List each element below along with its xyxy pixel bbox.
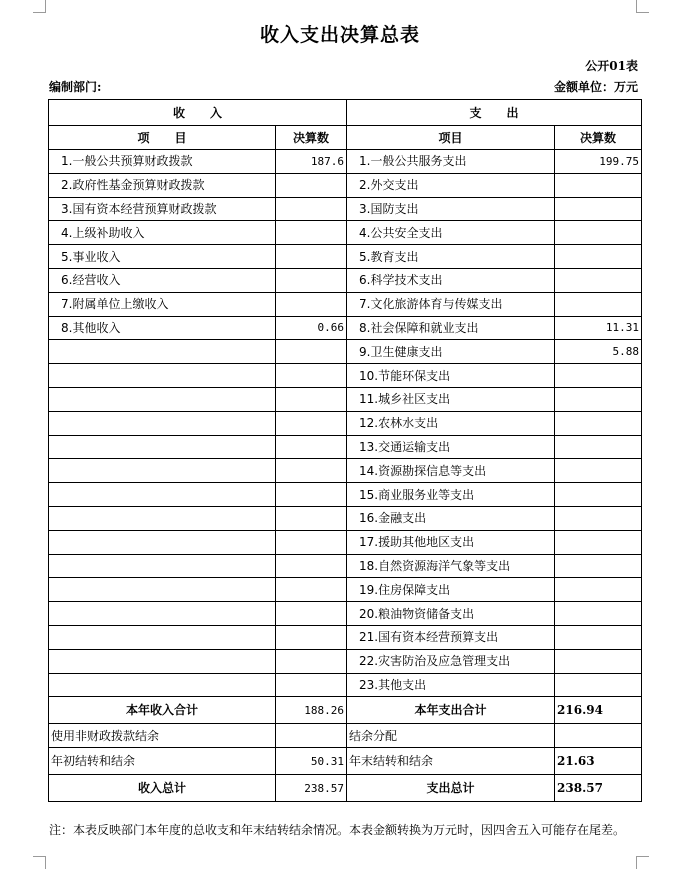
income-item-value (276, 459, 347, 483)
expense-item-label: 4.公共安全支出 (347, 221, 555, 245)
crop-mark-bottom-left (33, 856, 46, 869)
expense-item-value (555, 649, 642, 673)
income-item-label (49, 625, 276, 649)
year-income-label: 本年收入合计 (49, 697, 276, 724)
expense-item-label: 17.援助其他地区支出 (347, 530, 555, 554)
table-row (49, 197, 642, 221)
expense-amount-header: 决算数 (555, 126, 642, 150)
expense-item-label: 19.住房保障支出 (347, 578, 555, 602)
table-row (49, 506, 642, 530)
expense-item-value (555, 483, 642, 507)
expense-item-value: 5.88 (555, 340, 642, 364)
income-item-value (276, 268, 347, 292)
expense-item-value: 199.75 (555, 150, 642, 174)
year-income-value: 188.26 (276, 697, 347, 724)
income-item-label (49, 530, 276, 554)
income-item-label: 3.国有资本经营预算财政拨款 (49, 197, 276, 221)
income-item-value (276, 578, 347, 602)
income-item-label: 2.政府性基金预算财政拨款 (49, 173, 276, 197)
income-item-label (49, 387, 276, 411)
expense-item-value (555, 578, 642, 602)
expense-item-value (555, 506, 642, 530)
expense-item-value (555, 673, 642, 697)
expense-item-value (555, 221, 642, 245)
income-item-value (276, 554, 347, 578)
expense-item-value (555, 197, 642, 221)
grand-total-row (49, 775, 642, 802)
document-title: 收入支出决算总表 (259, 24, 420, 46)
income-item-value (276, 221, 347, 245)
income-item-value: 187.6 (276, 150, 347, 174)
expense-item-value (555, 173, 642, 197)
table-row (49, 292, 642, 316)
end-carryover-value: 21.63 (555, 748, 642, 775)
expense-item-value (555, 411, 642, 435)
income-amount-header: 决算数 (276, 126, 347, 150)
income-item-value (276, 364, 347, 388)
expense-item-label: 23.其他支出 (347, 673, 555, 697)
crop-mark-bottom-right (636, 856, 649, 869)
expense-total-value: 238.57 (555, 775, 642, 802)
expense-item-value (555, 459, 642, 483)
expense-item-label: 22.灾害防治及应急管理支出 (347, 649, 555, 673)
expense-item-label: 8.社会保障和就业支出 (347, 316, 555, 340)
expense-item-label: 1.一般公共服务支出 (347, 150, 555, 174)
income-total-value: 238.57 (276, 775, 347, 802)
expense-item-label: 3.国防支出 (347, 197, 555, 221)
income-item-label (49, 506, 276, 530)
income-item-value (276, 625, 347, 649)
income-item-value (276, 602, 347, 626)
expense-item-label: 21.国有资本经营预算支出 (347, 625, 555, 649)
table-row (49, 245, 642, 269)
income-item-value (276, 173, 347, 197)
income-item-label (49, 554, 276, 578)
dept-label: 编制部门: (49, 80, 102, 94)
year-total-row (49, 697, 642, 724)
expense-item-label: 11.城乡社区支出 (347, 387, 555, 411)
table-row (49, 673, 642, 697)
table-row (49, 602, 642, 626)
expense-item-label: 20.粮油物资储备支出 (347, 602, 555, 626)
begin-carryover-value: 50.31 (276, 748, 347, 775)
expense-item-label: 16.金融支出 (347, 506, 555, 530)
expense-item-value (555, 387, 642, 411)
surplus-dist-value (555, 724, 642, 748)
expense-item-label: 15.商业服务业等支出 (347, 483, 555, 507)
expense-section-header: 支 出 (347, 100, 642, 126)
income-item-value (276, 411, 347, 435)
expense-item-value: 11.31 (555, 316, 642, 340)
footnote: 注：本表反映部门本年度的总收支和年末结转结余情况。本表金额转换为万元时，因四舍五入可能存在尾差。 (49, 823, 626, 837)
column-header-row (49, 126, 642, 150)
income-item-label: 4.上级补助收入 (49, 221, 276, 245)
table-row (49, 435, 642, 459)
expense-total-label: 支出总计 (347, 775, 555, 802)
table-row (49, 459, 642, 483)
year-expense-value: 216.94 (555, 697, 642, 724)
non-fiscal-value (276, 724, 347, 748)
table-row (49, 411, 642, 435)
table-row (49, 649, 642, 673)
expense-item-value (555, 268, 642, 292)
expense-item-label: 18.自然资源海洋气象等支出 (347, 554, 555, 578)
income-item-label (49, 364, 276, 388)
table-row (49, 554, 642, 578)
income-item-label (49, 435, 276, 459)
expense-item-value (555, 530, 642, 554)
expense-item-value (555, 245, 642, 269)
income-item-value (276, 292, 347, 316)
expense-item-label: 13.交通运输支出 (347, 435, 555, 459)
income-item-label: 1.一般公共预算财政拨款 (49, 150, 276, 174)
expense-item-label: 7.文化旅游体育与传媒支出 (347, 292, 555, 316)
table-row (49, 340, 642, 364)
begin-carryover-label: 年初结转和结余 (49, 748, 276, 775)
income-item-value (276, 483, 347, 507)
income-item-value (276, 649, 347, 673)
income-item-value (276, 340, 347, 364)
table-row (49, 387, 642, 411)
expense-item-label: 12.农林水支出 (347, 411, 555, 435)
summary-table (48, 99, 642, 802)
form-number: 公开01表 (585, 59, 638, 73)
table-row (49, 483, 642, 507)
table-row (49, 364, 642, 388)
income-item-label (49, 649, 276, 673)
income-item-value (276, 197, 347, 221)
table-row (49, 268, 642, 292)
income-item-value (276, 530, 347, 554)
table-row (49, 578, 642, 602)
expense-item-label: 9.卫生健康支出 (347, 340, 555, 364)
expense-item-value (555, 625, 642, 649)
income-item-label (49, 483, 276, 507)
income-item-label (49, 340, 276, 364)
expense-item-label: 2.外交支出 (347, 173, 555, 197)
income-item-value: 0.66 (276, 316, 347, 340)
surplus-dist-label: 结余分配 (347, 724, 555, 748)
unit-label: 金额单位：万元 (553, 80, 638, 94)
income-item-header: 项 目 (49, 126, 276, 150)
income-item-label (49, 578, 276, 602)
expense-item-label: 6.科学技术支出 (347, 268, 555, 292)
table-row (49, 625, 642, 649)
table-row (49, 530, 642, 554)
income-section-header: 收 入 (49, 100, 347, 126)
income-item-value (276, 387, 347, 411)
crop-mark-top-right (636, 0, 649, 13)
expense-item-value (555, 602, 642, 626)
non-fiscal-row (49, 724, 642, 748)
end-carryover-label: 年末结转和结余 (347, 748, 555, 775)
section-header-row (49, 100, 642, 126)
income-item-label (49, 459, 276, 483)
table-row (49, 150, 642, 174)
table-row (49, 173, 642, 197)
expense-item-label: 14.资源勘探信息等支出 (347, 459, 555, 483)
income-item-label: 7.附属单位上缴收入 (49, 292, 276, 316)
non-fiscal-label: 使用非财政拨款结余 (49, 724, 276, 748)
expense-item-label: 5.教育支出 (347, 245, 555, 269)
income-item-label: 5.事业收入 (49, 245, 276, 269)
income-item-label: 8.其他收入 (49, 316, 276, 340)
income-item-label: 6.经营收入 (49, 268, 276, 292)
income-item-value (276, 506, 347, 530)
income-total-label: 收入总计 (49, 775, 276, 802)
expense-item-value (555, 435, 642, 459)
expense-item-header: 项目 (347, 126, 555, 150)
income-item-value (276, 435, 347, 459)
carryover-row (49, 748, 642, 775)
table-row (49, 316, 642, 340)
expense-item-value (555, 364, 642, 388)
income-item-label (49, 602, 276, 626)
income-item-label (49, 673, 276, 697)
income-item-value (276, 245, 347, 269)
expense-item-value (555, 292, 642, 316)
expense-item-value (555, 554, 642, 578)
expense-item-label: 10.节能环保支出 (347, 364, 555, 388)
year-expense-label: 本年支出合计 (347, 697, 555, 724)
crop-mark-top-left (33, 0, 46, 13)
income-item-label (49, 411, 276, 435)
income-item-value (276, 673, 347, 697)
table-row (49, 221, 642, 245)
